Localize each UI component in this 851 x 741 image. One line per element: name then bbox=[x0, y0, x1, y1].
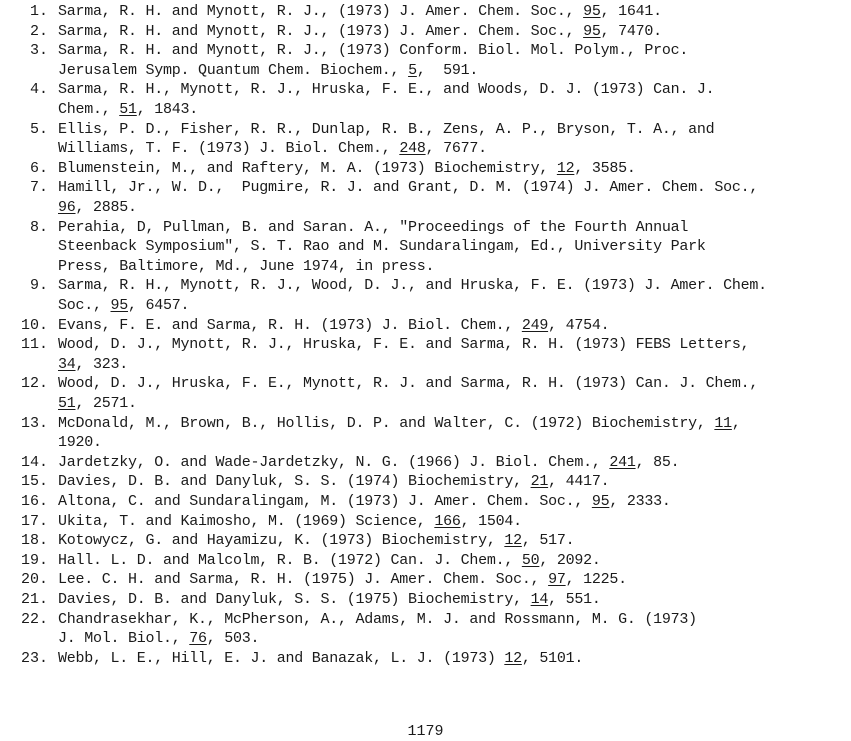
citation-text: Altona, C. and Sundaralingam, M. (1973) J. Amer. Chem. Soc., bbox=[58, 493, 592, 510]
reference-number: 17. bbox=[20, 512, 48, 530]
citation-text: Wood, D. J., Hruska, F. E., Mynott, R. J. and Sarma, R. H. (1973) Can. J. Chem., bbox=[58, 375, 759, 393]
citation-text: , 1843. bbox=[136, 100, 199, 118]
volume-number: 95 bbox=[110, 296, 129, 314]
citation-text: Chandrasekhar, K., McPherson, A., Adams, M. J. and Rossmann, M. G. (1973) bbox=[58, 610, 697, 628]
volume-number: 21 bbox=[530, 473, 549, 491]
reference-number: 21. bbox=[20, 591, 48, 608]
reference-number: 16. bbox=[20, 493, 48, 510]
citation-text: Lee. C. H. and Sarma, R. H. (1975) J. Amer. Chem. Soc., bbox=[58, 571, 549, 589]
reference-text-line bbox=[58, 414, 741, 434]
citation-text: , 85. bbox=[635, 453, 680, 471]
citation-text: Wood, D. J., Mynott, R. J., Hruska, F. E. and Sarma, R. H. (1973) FEBS Letters, bbox=[58, 336, 750, 354]
citation-text: , 503. bbox=[206, 630, 260, 648]
volume-number: 34 bbox=[58, 355, 76, 373]
reference-number: 14. bbox=[20, 453, 48, 471]
reference-text-line bbox=[58, 570, 627, 590]
reference-text-line bbox=[58, 649, 583, 669]
reference-text-line bbox=[58, 2, 662, 22]
reference-text-line bbox=[58, 355, 128, 375]
reference-number: 22. bbox=[20, 610, 48, 628]
citation-text: , 1504. bbox=[460, 512, 522, 530]
reference-number: 15. bbox=[20, 473, 48, 491]
citation-text: Steenback Symposium", S. T. Rao and M. Sundaralingam, Ed., University Park bbox=[58, 238, 706, 256]
volume-number: 51 bbox=[58, 394, 76, 412]
volume-number: 248 bbox=[399, 140, 426, 158]
citation-text: Soc., bbox=[58, 296, 111, 314]
reference-text-line bbox=[58, 335, 749, 355]
reference-text-line bbox=[58, 22, 662, 42]
citation-text: Sarma, R. H. and Mynott, R. J., (1973) Conform. Biol. Mol. Polym., Proc. bbox=[58, 42, 689, 60]
volume-number: 95 bbox=[583, 3, 601, 20]
citation-text: , 1641. bbox=[600, 3, 662, 20]
reference-number: 9. bbox=[29, 277, 48, 295]
reference-text-line bbox=[58, 120, 714, 140]
citation-text: Kotowycz, G. and Hayamizu, K. (1973) Biochemistry, bbox=[58, 532, 505, 550]
volume-number: 76 bbox=[189, 630, 207, 648]
reference-text-line bbox=[58, 472, 609, 492]
reference-text-line bbox=[58, 492, 671, 512]
citation-text: Hamill, Jr., W. D., Pugmire, R. J. and Grant, D. M. (1974) J. Amer. Chem. Soc., bbox=[58, 179, 759, 197]
citation-text: Ukita, T. and Kaimosho, M. (1969) Science, bbox=[58, 512, 435, 530]
citation-text: J. Mol. Biol., bbox=[58, 630, 190, 648]
reference-text-line bbox=[58, 551, 601, 571]
reference-number: 5. bbox=[29, 120, 48, 138]
volume-number: 166 bbox=[434, 512, 461, 530]
citation-text: , 2571. bbox=[75, 394, 137, 412]
citation-text: 1920. bbox=[58, 434, 102, 452]
reference-text-line bbox=[58, 590, 601, 610]
reference-number: 18. bbox=[20, 532, 48, 550]
reference-number: 13. bbox=[20, 414, 48, 432]
volume-number: 12 bbox=[504, 532, 522, 550]
citation-text: Davies, D. B. and Danyluk, S. S. (1974) Biochemistry, bbox=[58, 473, 531, 491]
citation-text: Blumenstein, M., and Raftery, M. A. (1973) Biochemistry, bbox=[58, 159, 557, 177]
citation-text: , 2333. bbox=[609, 493, 671, 510]
reference-text-line bbox=[58, 610, 697, 630]
reference-number: 6. bbox=[29, 159, 48, 177]
reference-number: 4. bbox=[29, 81, 48, 99]
reference-text-line bbox=[58, 629, 259, 649]
citation-text: Press, Baltimore, Md., June 1974, in press. bbox=[58, 257, 435, 275]
citation-text: , 1225. bbox=[565, 571, 627, 589]
volume-number: 96 bbox=[58, 198, 76, 216]
citation-text: Sarma, R. H., Mynott, R. J., Hruska, F. E., and Woods, D. J. (1973) Can. J. bbox=[58, 81, 715, 99]
citation-text: , 7470. bbox=[600, 22, 662, 40]
citation-text: , 551. bbox=[548, 591, 601, 608]
reference-text-line bbox=[58, 41, 688, 61]
reference-text-line bbox=[58, 257, 434, 277]
citation-text: , 3585. bbox=[574, 159, 636, 177]
volume-number: 11 bbox=[714, 414, 732, 432]
reference-text-line bbox=[58, 374, 758, 394]
reference-text-line bbox=[58, 61, 478, 81]
reference-text-line bbox=[58, 218, 688, 238]
volume-number: 51 bbox=[119, 100, 137, 118]
citation-text: , 591. bbox=[416, 61, 479, 79]
volume-number: 5 bbox=[408, 61, 417, 79]
citation-text: Webb, L. E., Hill, E. J. and Banazak, L. J. (1973) bbox=[58, 649, 505, 667]
citation-text: Jerusalem Symp. Quantum Chem. Biochem., bbox=[58, 61, 409, 79]
reference-text-line bbox=[58, 316, 609, 336]
citation-text: Davies, D. B. and Danyluk, S. S. (1975) Biochemistry, bbox=[58, 591, 531, 608]
reference-text-line bbox=[58, 100, 198, 120]
reference-text-line bbox=[58, 512, 522, 532]
reference-number: 1. bbox=[29, 3, 48, 20]
reference-text-line bbox=[58, 159, 636, 179]
volume-number: 249 bbox=[521, 316, 549, 334]
citation-text: Jardetzky, O. and Wade-Jardetzky, N. G. (1966) J. Biol. Chem., bbox=[58, 453, 610, 471]
reference-number: 3. bbox=[29, 42, 48, 60]
reference-text-line bbox=[58, 394, 137, 414]
page-number: 1179 bbox=[407, 723, 444, 740]
citation-text: , 517. bbox=[521, 532, 575, 550]
citation-text: Sarma, R. H., Mynott, R. J., Wood, D. J., and Hruska, F. E. (1973) J. Amer. Chem. bbox=[58, 277, 767, 295]
volume-number: 12 bbox=[556, 159, 575, 177]
volume-number: 97 bbox=[548, 571, 566, 589]
volume-number: 241 bbox=[609, 453, 636, 471]
reference-text-line bbox=[58, 453, 679, 473]
reference-number: 11. bbox=[20, 336, 48, 354]
reference-number: 2. bbox=[29, 22, 48, 40]
citation-text: Perahia, D, Pullman, B. and Saran. A., "Proceedings of the Fourth Annual bbox=[58, 218, 689, 236]
reference-text-line bbox=[58, 433, 102, 453]
citation-text: Ellis, P. D., Fisher, R. R., Dunlap, R. B., Zens, A. P., Bryson, T. A., and bbox=[58, 120, 715, 138]
citation-text: , 6457. bbox=[128, 296, 190, 314]
volume-number: 14 bbox=[530, 591, 549, 608]
citation-text: Sarma, R. H. and Mynott, R. J., (1973) J. Amer. Chem. Soc., bbox=[58, 3, 584, 20]
citation-text: Hall. L. D. and Malcolm, R. B. (1972) Can. J. Chem., bbox=[58, 551, 522, 569]
reference-number: 23. bbox=[20, 649, 48, 667]
reference-text-line bbox=[58, 276, 767, 296]
volume-number: 12 bbox=[504, 649, 522, 667]
citation-text: , 4754. bbox=[548, 316, 610, 334]
citation-text: , 7677. bbox=[425, 140, 487, 158]
reference-text-line bbox=[58, 139, 487, 159]
reference-text-line bbox=[58, 531, 574, 551]
citation-text: , bbox=[731, 414, 741, 432]
citation-text: , 4417. bbox=[548, 473, 610, 491]
volume-number: 95 bbox=[583, 22, 601, 40]
citation-text: , 5101. bbox=[521, 649, 584, 667]
citation-text: McDonald, M., Brown, B., Hollis, D. P. and Walter, C. (1972) Biochemistry, bbox=[58, 414, 715, 432]
reference-text-line bbox=[58, 198, 137, 218]
citation-text: Williams, T. F. (1973) J. Biol. Chem., bbox=[58, 140, 400, 158]
reference-text-line bbox=[58, 178, 758, 198]
reference-number: 19. bbox=[20, 551, 48, 569]
citation-text: , 2885. bbox=[75, 198, 137, 216]
reference-number: 8. bbox=[29, 218, 48, 236]
citation-text: Chem., bbox=[58, 100, 120, 118]
citation-text: Evans, F. E. and Sarma, R. H. (1973) J. Biol. Chem., bbox=[58, 316, 522, 334]
reference-text-line bbox=[58, 296, 189, 316]
citation-text: Sarma, R. H. and Mynott, R. J., (1973) J. Amer. Chem. Soc., bbox=[58, 22, 584, 40]
reference-number: 12. bbox=[20, 375, 48, 393]
reference-text-line bbox=[58, 80, 714, 100]
reference-text-line bbox=[58, 237, 706, 257]
citation-text: , 323. bbox=[75, 355, 129, 373]
reference-number: 10. bbox=[20, 316, 48, 334]
volume-number: 95 bbox=[591, 493, 610, 510]
volume-number: 50 bbox=[521, 551, 540, 569]
reference-number: 7. bbox=[29, 179, 48, 197]
citation-text: , 2092. bbox=[539, 551, 601, 569]
reference-number: 20. bbox=[20, 571, 48, 589]
